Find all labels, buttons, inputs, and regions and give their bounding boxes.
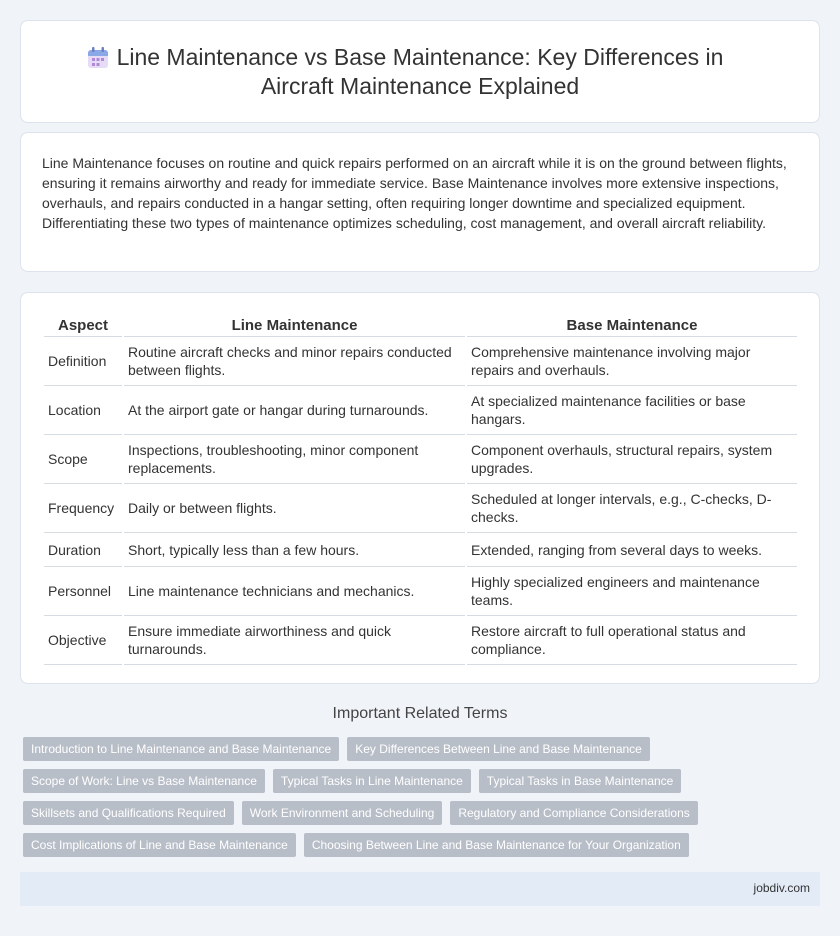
header-aspect: Aspect — [44, 314, 122, 337]
related-terms-title: Important Related Terms — [332, 705, 508, 722]
comparison-card — [20, 292, 820, 684]
table-row — [44, 616, 797, 665]
comparison-table — [42, 314, 799, 665]
table-row — [44, 435, 797, 484]
intro-paragraph: Line Maintenance focuses on routine and quick repairs performed on an aircraft while it is on the ground between flights, ensuring it remains airworthy and ready for immediate service. Base Maintenance involves more extensive inspections, overhauls, and repairs conducted in a hangar setting, often requiring longer downtime and specialized equipment. Differentiating these two types of maintenance optimizes scheduling, cost management, and overall aircraft reliability. — [42, 155, 787, 231]
line-cell: Inspections, troubleshooting, minor component replacements. — [124, 435, 465, 484]
table-row — [44, 533, 797, 567]
aspect-cell: Definition — [44, 337, 122, 386]
aspect-cell: Frequency — [44, 484, 122, 533]
footer — [20, 872, 820, 906]
base-cell: Extended, ranging from several days to weeks. — [467, 533, 797, 567]
aspect-cell: Location — [44, 386, 122, 435]
table-row — [44, 386, 797, 435]
aspect-cell: Scope — [44, 435, 122, 484]
table-header-row — [44, 314, 797, 337]
header-card — [20, 20, 820, 123]
base-cell: At specialized maintenance facilities or base hangars. — [467, 386, 797, 435]
intro-card — [20, 132, 820, 272]
aspect-cell: Objective — [44, 616, 122, 665]
related-terms-list — [23, 737, 703, 857]
related-term-link[interactable]: Introduction to Line Maintenance and Base Maintenance — [23, 737, 339, 761]
page-title: Line Maintenance vs Base Maintenance: Key Differences in Aircraft Maintenance Explained — [116, 44, 724, 99]
table-row — [44, 567, 797, 616]
base-cell: Component overhauls, structural repairs, system upgrades. — [467, 435, 797, 484]
line-cell: Ensure immediate airworthiness and quick turnarounds. — [124, 616, 465, 665]
line-cell: Line maintenance technicians and mechanics. — [124, 567, 465, 616]
aspect-cell: Duration — [44, 533, 122, 567]
header-line-maintenance: Line Maintenance — [124, 314, 465, 337]
table-row — [44, 484, 797, 533]
line-cell: Daily or between flights. — [124, 484, 465, 533]
related-term-link[interactable]: Cost Implications of Line and Base Maintenance — [23, 833, 296, 857]
line-cell: At the airport gate or hangar during turnarounds. — [124, 386, 465, 435]
footer-site-link[interactable]: jobdiv.com — [753, 881, 810, 895]
line-cell: Routine aircraft checks and minor repairs conducted between flights. — [124, 337, 465, 386]
related-term-link[interactable]: Work Environment and Scheduling — [242, 801, 443, 825]
related-term-link[interactable]: Key Differences Between Line and Base Maintenance — [347, 737, 650, 761]
related-term-link[interactable]: Regulatory and Compliance Considerations — [450, 801, 697, 825]
related-term-link[interactable]: Typical Tasks in Line Maintenance — [273, 769, 471, 793]
line-cell: Short, typically less than a few hours. — [124, 533, 465, 567]
related-term-link[interactable]: Choosing Between Line and Base Maintenance for Your Organization — [304, 833, 689, 857]
table-row — [44, 337, 797, 386]
related-term-link[interactable]: Scope of Work: Line vs Base Maintenance — [23, 769, 265, 793]
related-term-link[interactable]: Typical Tasks in Base Maintenance — [479, 769, 682, 793]
header-base-maintenance: Base Maintenance — [467, 314, 797, 337]
base-cell: Restore aircraft to full operational status and compliance. — [467, 616, 797, 665]
base-cell: Scheduled at longer intervals, e.g., C-checks, D-checks. — [467, 484, 797, 533]
aspect-cell: Personnel — [44, 567, 122, 616]
base-cell: Comprehensive maintenance involving major repairs and overhauls. — [467, 337, 797, 386]
base-cell: Highly specialized engineers and maintenance teams. — [467, 567, 797, 616]
related-term-link[interactable]: Skillsets and Qualifications Required — [23, 801, 234, 825]
